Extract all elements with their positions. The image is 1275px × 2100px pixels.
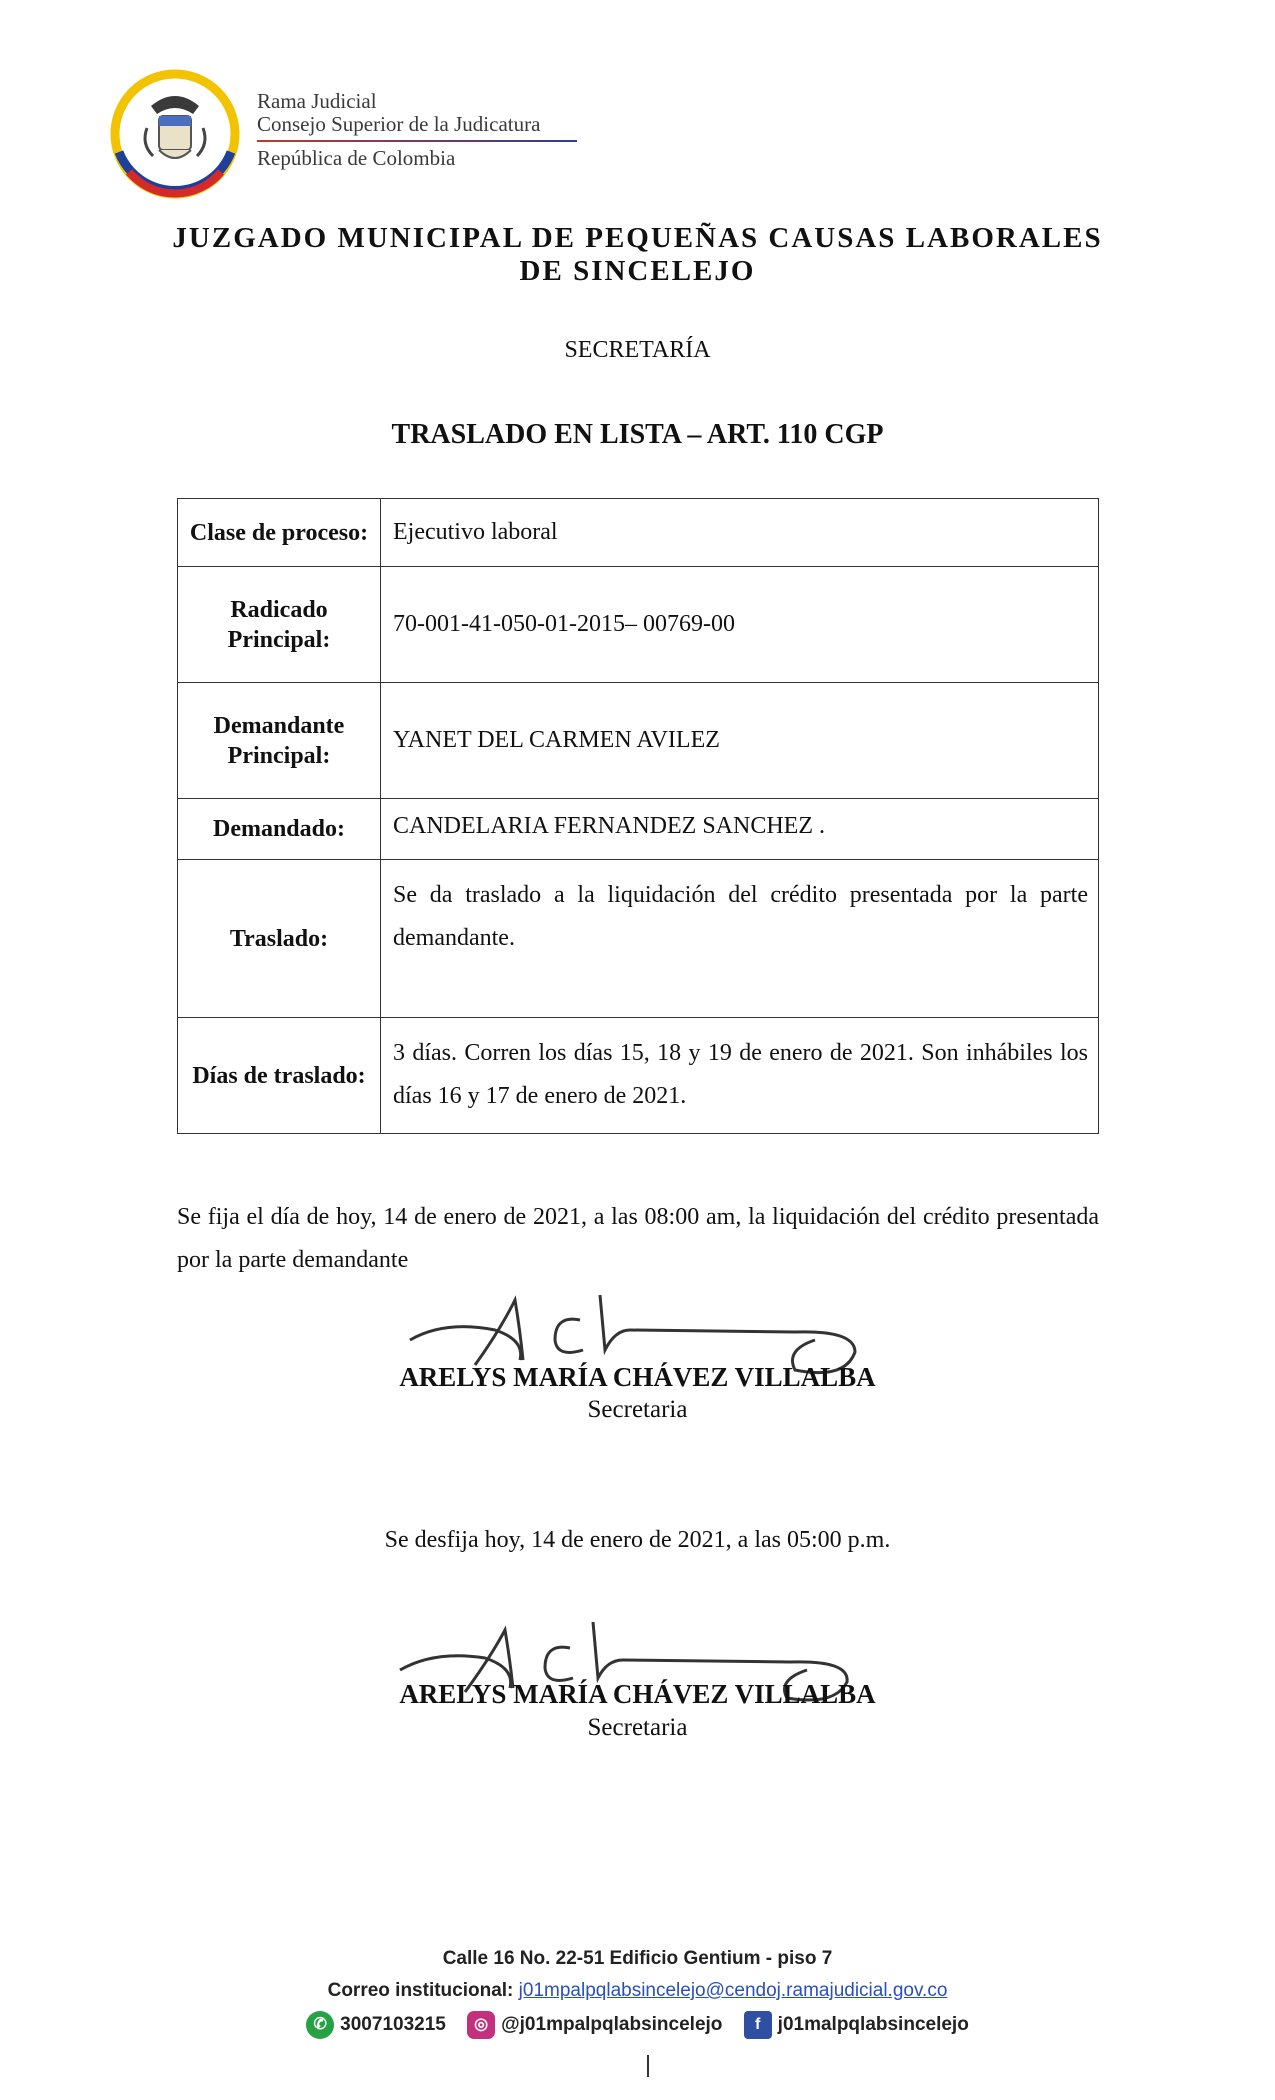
row-label: Clase de proceso: [178, 499, 381, 567]
judicial-logo [107, 66, 707, 202]
row-value: CANDELARIA FERNANDEZ SANCHEZ . [381, 799, 1099, 860]
fija-paragraph: Se fija el día de hoy, 14 de enero de 2021, a las 08:00 am, la liquidación del crédito presentada por la parte demandante [177, 1204, 1099, 1273]
footer-social [0, 2011, 1275, 2039]
document-title: TRASLADO EN LISTA – ART. 110 CGP [391, 419, 884, 450]
whatsapp-icon: ✆ [306, 2011, 334, 2039]
case-info-table [177, 498, 1099, 1134]
facebook-contact[interactable] [744, 2011, 969, 2039]
table-row [178, 683, 1099, 799]
signatory-role-2: Secretaria [587, 1714, 688, 1741]
instagram-icon: ◎ [467, 2011, 495, 2039]
table-row [178, 1018, 1099, 1134]
table-row [178, 860, 1099, 1018]
whatsapp-contact[interactable] [306, 2011, 446, 2039]
logo-line-republica: República de Colombia [257, 146, 456, 170]
desfija-paragraph: Se desfija hoy, 14 de enero de 2021, a las 05:00 p.m. [384, 1527, 891, 1553]
row-label: Radicado Principal: [178, 567, 381, 683]
colombia-seal-icon [107, 66, 243, 202]
table-row [178, 799, 1099, 860]
court-title: JUZGADO MUNICIPAL DE PEQUEÑAS CAUSAS LABORALES DE SINCELEJO [172, 222, 1103, 287]
footer-address: Calle 16 No. 22-51 Edificio Gentium - piso 7 [442, 1948, 833, 1969]
row-label: Demandante Principal: [178, 683, 381, 799]
signatory-role-1: Secretaria [587, 1396, 688, 1423]
row-label: Días de traslado: [178, 1018, 381, 1134]
facebook-handle: j01malpqlabsincelejo [777, 2014, 969, 2035]
row-value: Ejecutivo laboral [381, 499, 1099, 567]
text-cursor [647, 2055, 649, 2077]
row-value: 3 días. Corren los días 15, 18 y 19 de enero de 2021. Son inhábiles los días 16 y 17 de enero de 2021. [381, 1018, 1099, 1134]
instagram-contact[interactable] [467, 2011, 722, 2039]
logo-text [257, 90, 577, 170]
footer-email-line [0, 1980, 1275, 2002]
row-value: Se da traslado a la liquidación del crédito presentada por la parte demandante. [381, 860, 1099, 1018]
row-value: YANET DEL CARMEN AVILEZ [381, 683, 1099, 799]
row-value: 70-001-41-050-01-2015– 00769-00 [381, 567, 1099, 683]
facebook-icon: f [744, 2011, 772, 2039]
table-row [178, 499, 1099, 567]
whatsapp-number: 3007103215 [340, 2014, 446, 2035]
instagram-handle: @j01mpalpqlabsincelejo [501, 2014, 723, 2035]
office-heading: SECRETARÍA [564, 337, 711, 363]
logo-line-rama: Rama Judicial [257, 89, 377, 113]
logo-divider [257, 140, 577, 142]
email-link[interactable]: j01mpalpqlabsincelejo@cendoj.ramajudicial.gov.co [518, 1980, 948, 2001]
row-label: Traslado: [178, 860, 381, 1018]
email-label: Correo institucional: [327, 1980, 514, 2001]
logo-line-consejo: Consejo Superior de la Judicatura [257, 112, 541, 136]
signatory-name-2: ARELYS MARÍA CHÁVEZ VILLALBA [399, 1679, 876, 1709]
row-label: Demandado: [178, 799, 381, 860]
signatory-name-1: ARELYS MARÍA CHÁVEZ VILLALBA [399, 1362, 876, 1392]
table-row [178, 567, 1099, 683]
